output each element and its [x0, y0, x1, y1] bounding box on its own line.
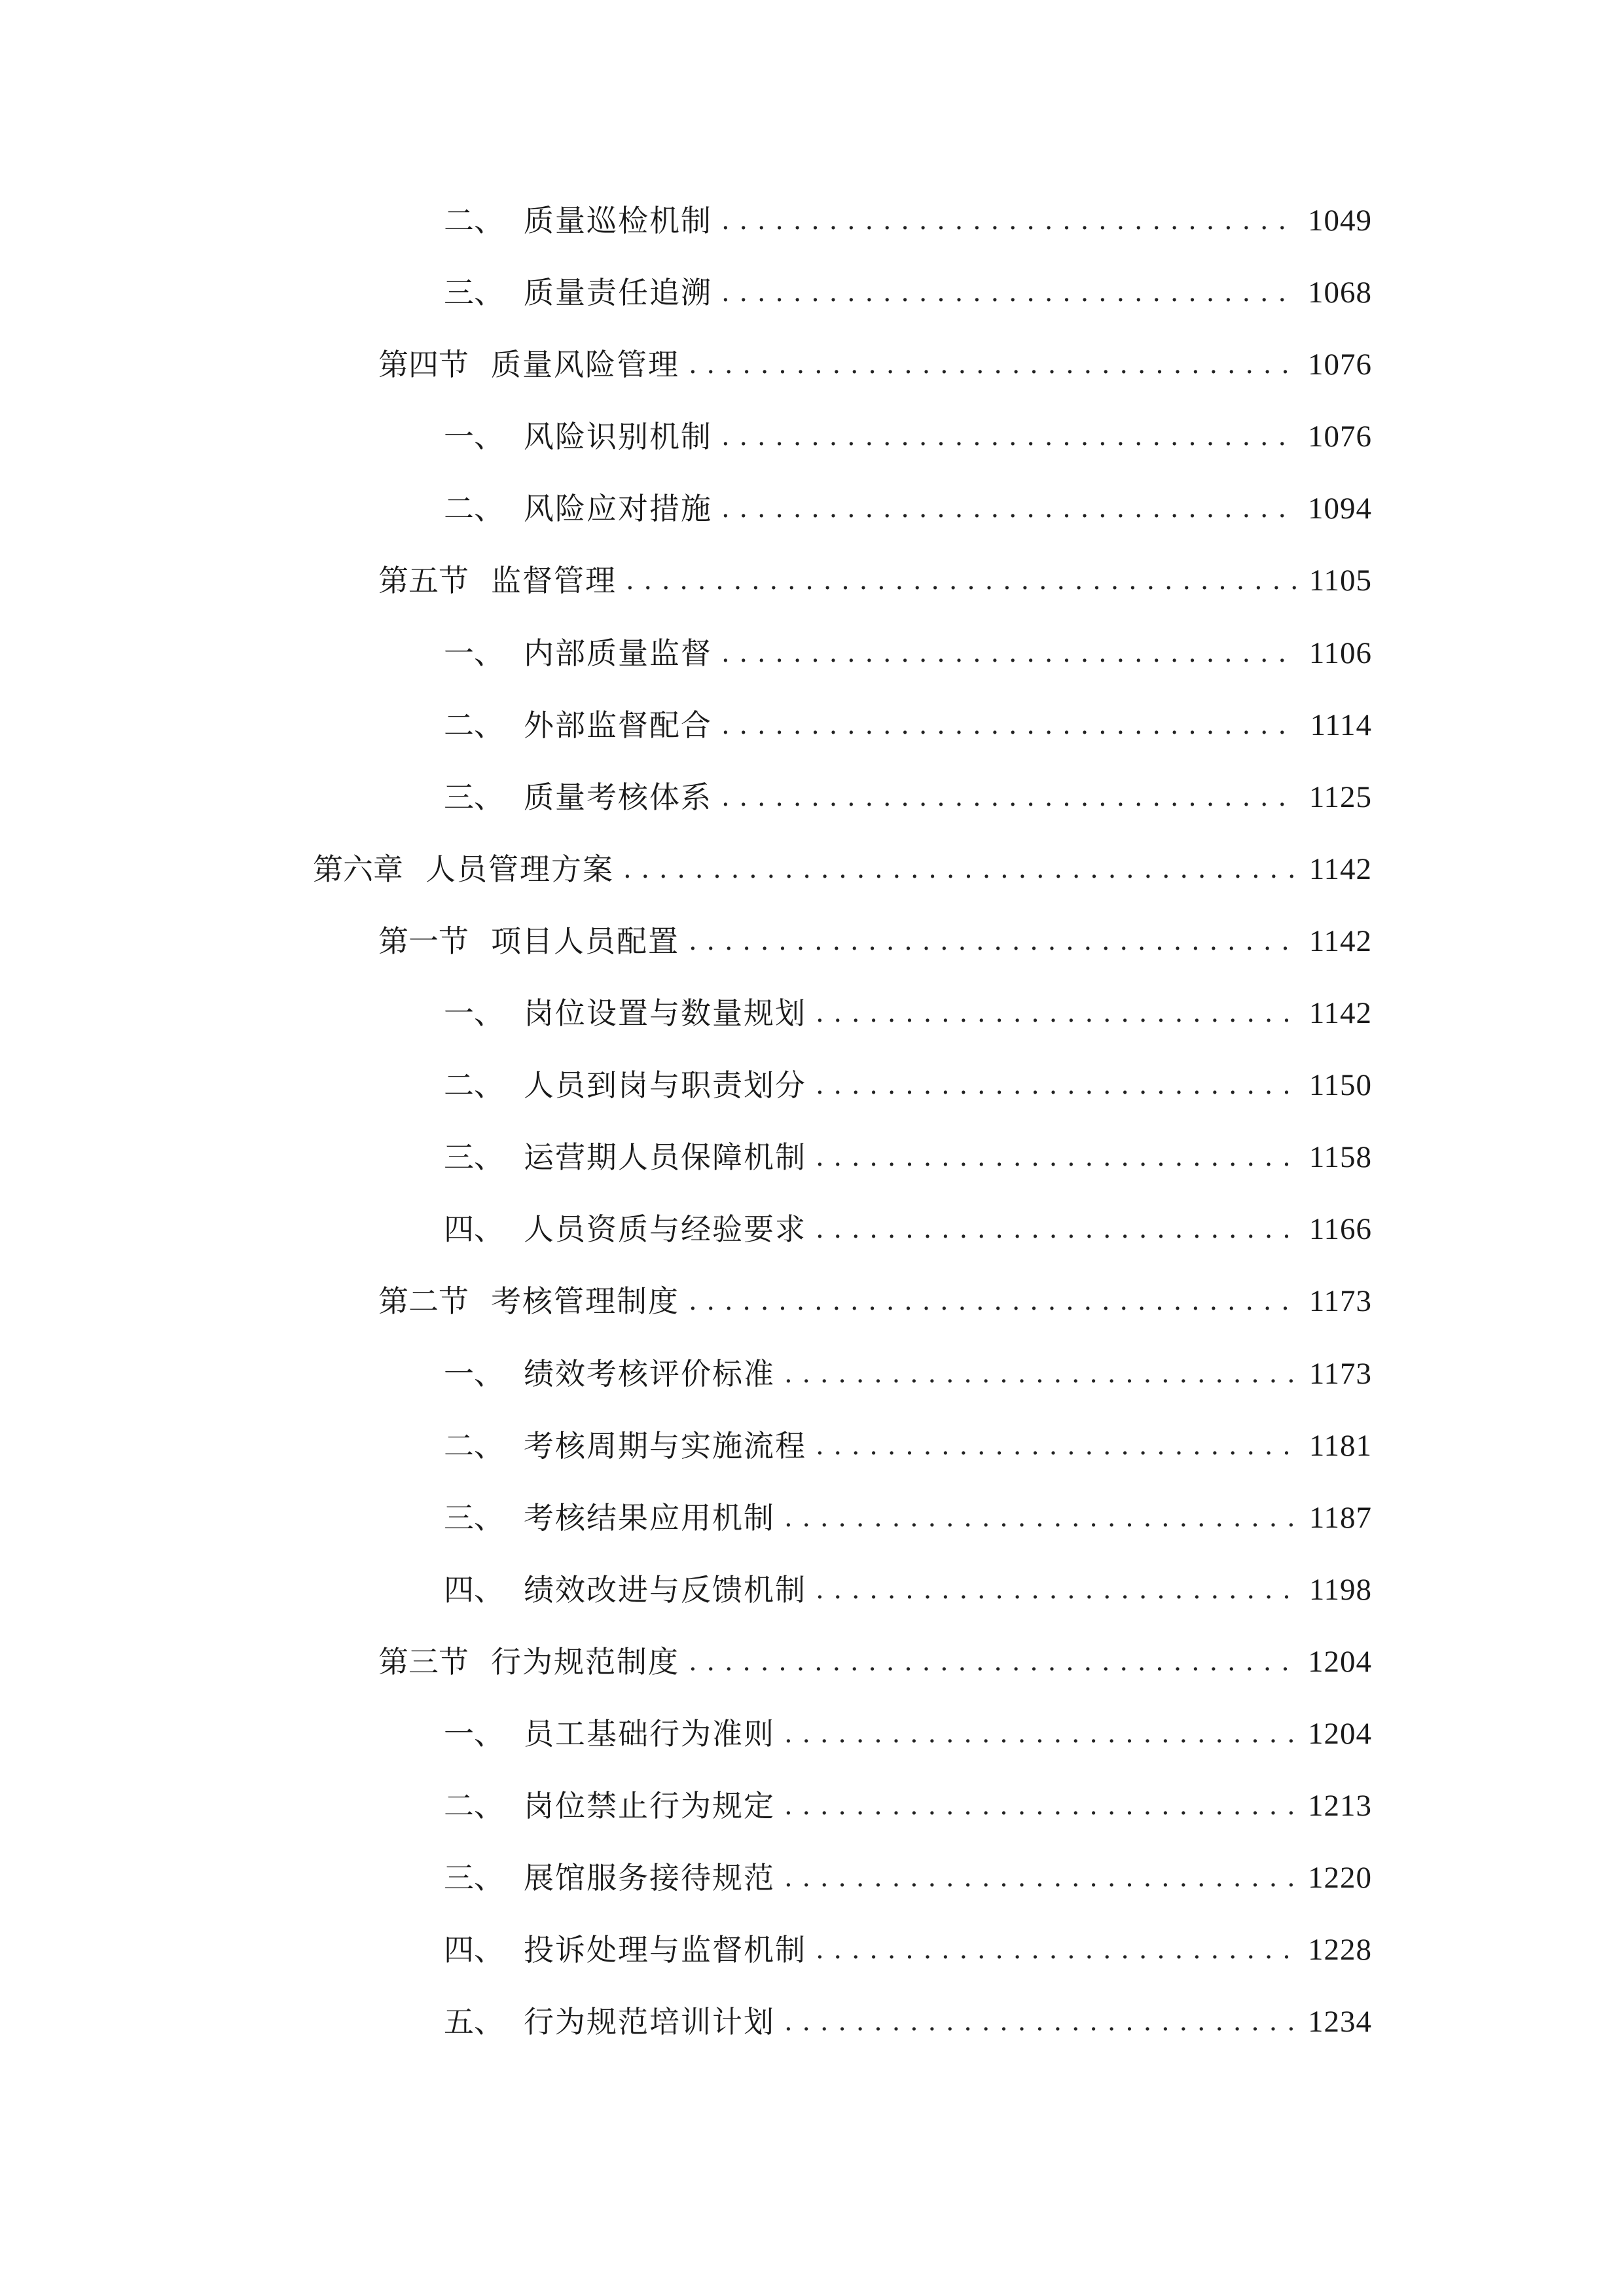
toc-section-number: 第二节	[378, 1283, 469, 1319]
toc-section[interactable]	[0, 912, 1624, 984]
toc-section-page: 1142	[1308, 924, 1372, 958]
toc-entry-title: 行为规范培训计划	[524, 2004, 775, 2040]
toc-entry[interactable]	[0, 1704, 1624, 1776]
toc-entry[interactable]	[0, 1056, 1624, 1128]
toc-entry-number: 三、	[444, 1499, 504, 1535]
toc-entry[interactable]	[0, 1488, 1624, 1560]
toc-entry-title: 投诉处理与监督机制	[524, 1932, 806, 1968]
toc-entry-title: 质量巡检机制	[524, 203, 712, 238]
dot-leader	[816, 1056, 1297, 1115]
toc-section-title: 监督管理	[491, 563, 617, 599]
toc-entry-title: 人员到岗与职责划分	[524, 1067, 806, 1103]
dot-leader	[721, 768, 1297, 827]
toc-entry-title: 运营期人员保障机制	[524, 1139, 806, 1175]
toc-entry-number: 一、	[444, 1355, 504, 1391]
toc-entry-title: 风险应对措施	[524, 491, 712, 527]
toc-entry-title: 绩效考核评价标准	[524, 1355, 775, 1391]
toc-entry-page: 1198	[1308, 1572, 1372, 1607]
toc-entry-page: 1220	[1308, 1861, 1372, 1895]
dot-leader	[816, 1128, 1297, 1187]
toc-entry-title: 人员资质与经验要求	[524, 1211, 806, 1247]
dot-leader	[784, 1344, 1297, 1403]
toc-section-number: 第五节	[378, 563, 469, 599]
toc-entry[interactable]	[0, 1848, 1624, 1920]
dot-leader	[689, 912, 1297, 971]
toc-entry[interactable]	[0, 1416, 1624, 1488]
toc-entry-number: 四、	[444, 1932, 504, 1968]
toc-entry-number: 四、	[444, 1571, 504, 1607]
toc-entry[interactable]	[0, 479, 1624, 551]
toc-chapter-number: 第六章	[313, 851, 403, 887]
toc-entry-page: 1142	[1308, 996, 1372, 1031]
toc-entry-number: 二、	[444, 707, 504, 743]
dot-leader	[721, 191, 1296, 250]
toc-entry-title: 风险识别机制	[524, 419, 712, 455]
dot-leader	[784, 1848, 1296, 1907]
toc-entry-title: 绩效改进与反馈机制	[524, 1571, 806, 1607]
dot-leader	[816, 984, 1297, 1043]
toc-entry-title: 岗位设置与数量规划	[524, 996, 806, 1031]
toc-entry[interactable]	[0, 1560, 1624, 1632]
toc-section[interactable]	[0, 1632, 1624, 1704]
toc-section[interactable]	[0, 335, 1624, 407]
dot-leader	[689, 335, 1296, 394]
toc-entry[interactable]	[0, 1992, 1624, 2064]
toc-entry-page: 1187	[1308, 1500, 1372, 1535]
toc-section-title: 质量风险管理	[491, 347, 679, 383]
toc-entry-number: 三、	[444, 1139, 504, 1175]
toc-entry-number: 一、	[444, 419, 504, 455]
toc-section[interactable]	[0, 1272, 1624, 1344]
toc-section[interactable]	[0, 551, 1624, 623]
toc-entry[interactable]	[0, 407, 1624, 479]
toc-entry-page: 1076	[1308, 420, 1372, 454]
toc-entry[interactable]	[0, 263, 1624, 335]
toc-entry-page: 1234	[1308, 2005, 1372, 2039]
toc-entry-number: 二、	[444, 1067, 504, 1103]
toc-entry-page: 1114	[1310, 708, 1372, 742]
toc-entry-number: 二、	[444, 1788, 504, 1824]
toc-entry-page: 1204	[1308, 1716, 1372, 1751]
dot-leader	[816, 1560, 1297, 1619]
toc-entry-page: 1068	[1308, 276, 1372, 310]
toc-entry-number: 二、	[444, 1427, 504, 1463]
toc-entry-page: 1173	[1308, 1356, 1372, 1391]
toc-section-title: 项目人员配置	[491, 923, 679, 959]
dot-leader	[721, 479, 1296, 538]
dot-leader	[784, 1704, 1296, 1763]
toc-entry-page: 1213	[1308, 1789, 1372, 1823]
toc-entry-number: 五、	[444, 2004, 504, 2040]
dot-leader	[689, 1632, 1296, 1691]
toc-chapter[interactable]	[0, 840, 1624, 912]
toc-entry[interactable]	[0, 624, 1624, 696]
toc-entry-page: 1228	[1308, 1933, 1372, 1967]
toc-entry-page: 1181	[1308, 1428, 1372, 1463]
toc-entry-page: 1150	[1308, 1068, 1372, 1103]
toc-section-number: 第一节	[378, 923, 469, 959]
dot-leader	[626, 551, 1297, 610]
toc-section-page: 1204	[1308, 1644, 1372, 1679]
dot-leader	[689, 1272, 1297, 1331]
toc-entry-page: 1125	[1308, 780, 1372, 814]
toc-entry[interactable]	[0, 768, 1624, 840]
toc-entry-title: 质量考核体系	[524, 779, 712, 815]
toc-entry[interactable]	[0, 1776, 1624, 1848]
toc-entry[interactable]	[0, 1920, 1624, 1992]
toc-entry-title: 质量责任追溯	[524, 275, 712, 311]
toc-entry-page: 1166	[1308, 1212, 1372, 1247]
dot-leader	[721, 407, 1296, 466]
toc-entry-number: 三、	[444, 275, 504, 311]
toc-entry-number: 三、	[444, 1860, 504, 1896]
toc-entry-page: 1049	[1308, 204, 1372, 238]
toc-entry-title: 外部监督配合	[524, 707, 712, 743]
toc-entry-title: 考核结果应用机制	[524, 1499, 775, 1535]
toc-entry-title: 员工基础行为准则	[524, 1715, 775, 1751]
dot-leader	[784, 1992, 1296, 2051]
toc-entry-number: 二、	[444, 491, 504, 527]
toc-entry-title: 展馆服务接待规范	[524, 1860, 775, 1896]
dot-leader	[784, 1488, 1297, 1547]
toc-entry-number: 四、	[444, 1211, 504, 1247]
toc-entry-title: 岗位禁止行为规定	[524, 1788, 775, 1824]
toc-entry-page: 1094	[1308, 492, 1372, 526]
toc-section-title: 行为规范制度	[491, 1643, 679, 1679]
toc-entry[interactable]	[0, 696, 1624, 768]
toc-entry-number: 三、	[444, 779, 504, 815]
dot-leader	[721, 263, 1296, 322]
toc-entry[interactable]	[0, 984, 1624, 1056]
toc-entry-title: 内部质量监督	[524, 635, 712, 671]
dot-leader	[816, 1416, 1297, 1475]
toc-entry-number: 一、	[444, 996, 504, 1031]
toc-section-number: 第四节	[378, 347, 469, 383]
toc-entry[interactable]	[0, 1128, 1624, 1200]
toc-entry[interactable]	[0, 1344, 1624, 1416]
table-of-contents	[0, 191, 1624, 2064]
toc-entry[interactable]	[0, 191, 1624, 263]
dot-leader	[816, 1200, 1297, 1259]
toc-section-page: 1076	[1308, 348, 1372, 382]
dot-leader	[721, 624, 1297, 683]
dot-leader	[623, 840, 1297, 899]
toc-entry-page: 1158	[1308, 1140, 1372, 1175]
toc-section-page: 1173	[1308, 1284, 1372, 1319]
dot-leader	[816, 1920, 1296, 1979]
toc-entry-title: 考核周期与实施流程	[524, 1427, 806, 1463]
toc-entry[interactable]	[0, 1200, 1624, 1272]
toc-chapter-page: 1142	[1308, 852, 1372, 886]
dot-leader	[784, 1776, 1296, 1835]
toc-section-number: 第三节	[378, 1643, 469, 1679]
toc-entry-number: 一、	[444, 1715, 504, 1751]
toc-section-page: 1105	[1308, 564, 1372, 598]
toc-entry-number: 一、	[444, 635, 504, 671]
toc-section-title: 考核管理制度	[491, 1283, 679, 1319]
toc-entry-page: 1106	[1308, 636, 1372, 670]
toc-entry-number: 二、	[444, 203, 504, 238]
toc-chapter-title: 人员管理方案	[425, 851, 614, 887]
dot-leader	[721, 696, 1298, 755]
